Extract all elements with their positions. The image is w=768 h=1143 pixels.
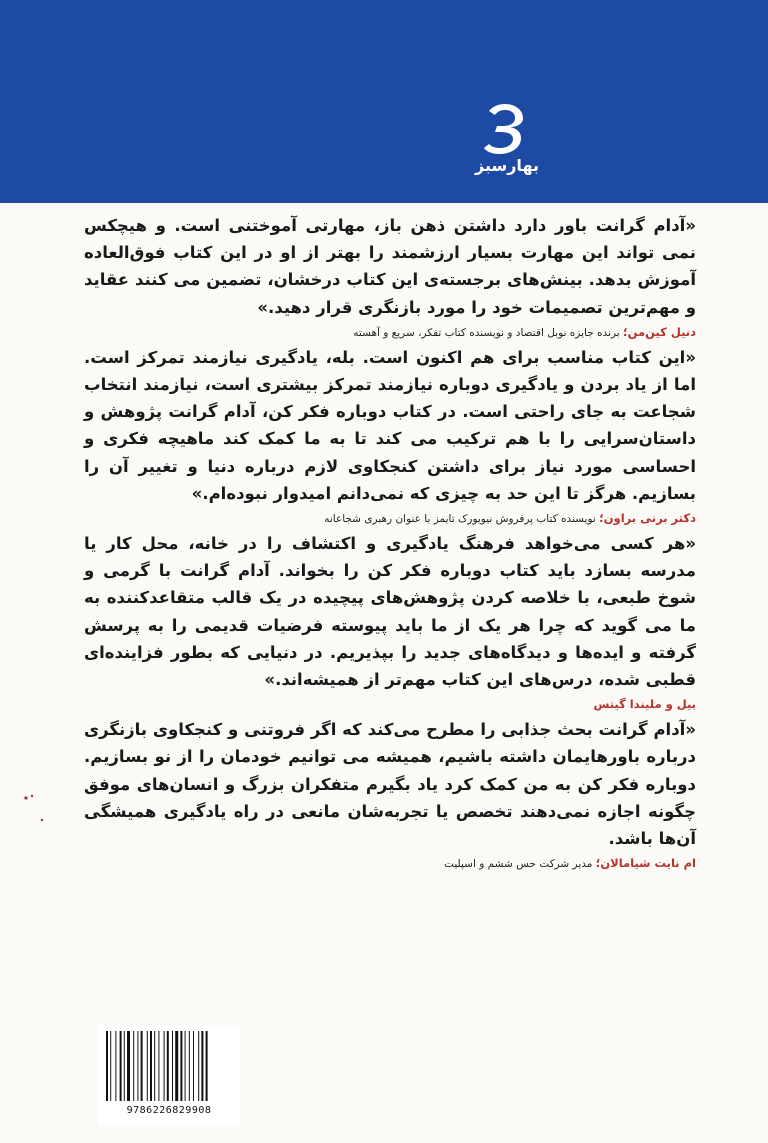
barcode-bar [120,1031,122,1101]
attribution-role-4: مدیر شرکت حس ششم و اسپلیت [444,858,596,871]
blurb-quote-2: «این کتاب مناسب برای هم اکنون است. بله، یادگیری نیازمند تمرکز است. اما از یاد بردن و یادگیری دوباره نیازمند تمرکز بیشتری است، نیازمند انتخاب شجاعت به جای راحتی است. در کتاب دوباره فکر کن، آدام گرانت پژوهش و داستان‌سرایی را با هم ترکیب می کند تا به ما کمک کند ماهیچه فکری و احساسی مورد نیاز برای داشتن کنجکاوی لازم درباره دنیا و تغییر آن را بسازیم. هرگز تا این حد به چیزی که نمی‌دانم امیدوار نبوده‌ام.» [84,347,696,503]
barcode-bar [175,1031,178,1101]
barcode-bar [127,1031,130,1101]
barcode-bar [158,1031,159,1101]
barcode-bar [110,1031,111,1101]
barcode-bar [147,1031,148,1101]
publisher-logo-icon [475,98,535,158]
attribution-role-2: نویسنده کتاب پرفروش نیویورک تایمز با عنوان رهبری شجاعانه [324,513,600,526]
barcode-bar [189,1031,190,1101]
attribution-name-2: دکتر برنی براون؛ [599,511,696,526]
barcode-bar [201,1031,203,1101]
barcode-bar [150,1031,152,1101]
barcode-bar [137,1031,138,1101]
publisher-header-band [0,0,768,203]
attribution-role-1: برنده جایزه نوبل اقتصاد و نویسنده کتاب تفکر، سریع و آهسته [353,326,624,339]
barcode-bar [141,1031,143,1101]
isbn-barcode [98,1025,240,1125]
barcode-bars [104,1031,234,1103]
isbn-number: 9786226829908 [126,1105,212,1116]
attribution-name-3: بیل و ملیندا گیتس [593,697,696,712]
barcode-bar [124,1031,125,1101]
barcode-bar [106,1031,108,1101]
publisher-logo [475,98,540,178]
blurb-attribution-3 [84,696,696,713]
barcode-bar [185,1031,186,1101]
attribution-name-1: دنیل کین‌من؛ [623,324,696,339]
barcode-bar [180,1031,182,1101]
barcode-bar [206,1031,208,1101]
barcode-bar [172,1031,173,1101]
barcode-bar [115,1031,116,1101]
barcode-bar [164,1031,165,1101]
blurb-quote-4: «آدام گرانت بحث جذابی را مطرح می‌کند که اگر فروتنی و کنجکاوی بازنگری درباره باورهایمان داشته باشیم، همیشه می توانیم خودمان را از نو بسازیم. دوباره فکر کن به من کمک کرد یاد بگیرم متفکران بزرگ و انسان‌های موفق چگونه اجازه نمی‌دهند تخصص یا تجربه‌شان مانعی در راه یادگیری همیشگی آن‌ها باشد. [84,720,696,849]
barcode-bar [133,1031,134,1101]
blurb-attribution-2 [84,510,696,527]
barcode-bar [167,1031,169,1101]
blurb-quote-3: «هر کسی می‌خواهد فرهنگ یادگیری و اکتشاف را در خانه، محل کار یا مدرسه بسازد باید کتاب دوباره فکر کن را بخواند. آدام گرانت با گرمی و شوخ طبعی، با خلاصه کردن پژوهش‌های پیچیده در یک قالب متقاعدکننده به ما می گوید که چرا هر یک از ما باید پیوسته فرضیات قدیمی را به پرسش گرفته و ایده‌ها و دیدگاه‌های جدید را بپذیریم. در دنیایی که بطور فزاینده‌ای قطبی شده، درس‌های این کتاب مهم‌تر از همیشه‌اند.» [84,534,696,690]
blurb-attribution-1 [84,324,696,341]
barcode-bar [154,1031,155,1101]
blurb-quote-1: «آدام گرانت باور دارد داشتن ذهن باز، مهارتی آموختنی است. و هیچکس نمی تواند این مهارت بسیار ارزشمند را بهتر از او در این کتاب فوق‌العاده آموزش بدهد. بینش‌های برجسته‌ی این کتاب درخشان، تضمین می کنند عقاید و مهم‌ترین تصمیمات خود را مورد بازنگری قرار دهید.» [84,216,696,317]
attribution-name-4: ام نایت شیامالان؛ [595,856,696,871]
barcode-bar [193,1031,194,1101]
blurb-attribution-4 [84,855,696,872]
paper-specks [20,790,60,830]
publisher-name: بهارسبز [475,156,540,175]
barcode-bar [198,1031,199,1101]
blurbs-column [84,212,696,875]
